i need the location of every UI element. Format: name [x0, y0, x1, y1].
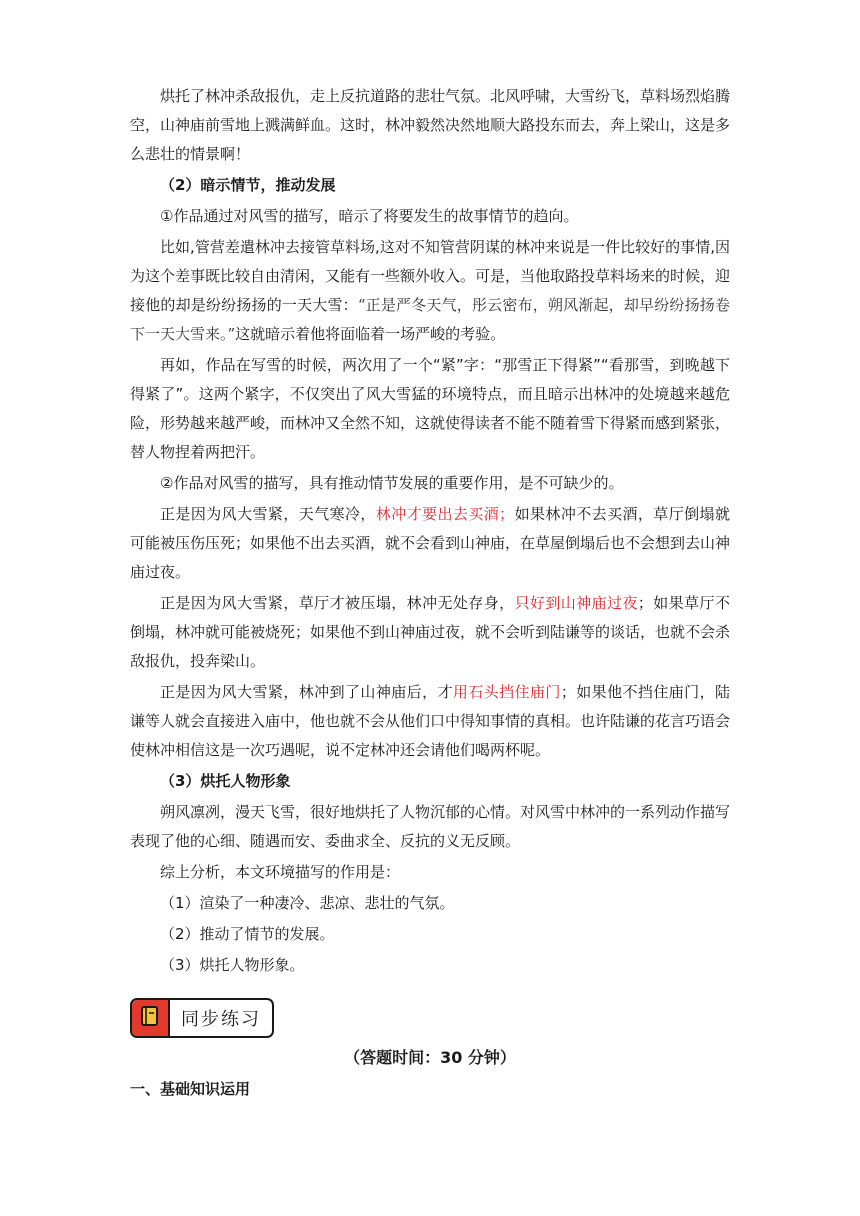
paragraph-2: ①作品通过对风雪的描写，暗示了将要发生的故事情节的趋向。	[160, 207, 579, 225]
paragraph-9: 朔风凛冽，漫天飞雪，很好地烘托了人物沉郁的心情。对风雪中林冲的一系列动作描写表现了他的心细、随遇而安、委曲求全、反抗的义无反顾。	[130, 803, 731, 850]
paragraph-8-text-b: ；如果他不挡住庙门，陆谦等人就会直接进入庙中，他也就不会从他们口中得知事情的真相。也许陆谦的花言巧语会使林冲相信这是一次巧遇呢，说不定林冲还会请他们喝两杯呢。	[130, 683, 731, 759]
practice-badge	[130, 998, 274, 1038]
paragraph-7	[130, 589, 730, 676]
paragraph-3	[130, 233, 730, 349]
badge-label: 同步练习	[181, 1009, 261, 1030]
paragraph-3-quote: “正是严冬天气，彤云密布，朔风渐起，却早纷纷扬扬卷下一天大雪来。”	[130, 296, 730, 343]
paragraph-6-highlight: 林冲才要出去买酒；	[375, 505, 515, 523]
paragraph-4: 再如，作品在写雪的时候，两次用了一个“紧”字：“那雪正下得紧”“看那雪，到晚越下得紧了”。这两个紧字，不仅突出了风大雪猛的环境特点，而且暗示出林冲的处境越来越危险，形势越来越严峻，而林冲又全然不知，这就使得读者不能不随着雪下得紧而感到紧张，替人物捏着两把汗。	[130, 356, 731, 461]
heading-3: （3）烘托人物形象	[160, 772, 291, 790]
summary-1: （1）渲染了一种凄冷、悲凉、悲壮的气氛。	[160, 894, 455, 912]
paragraph-3-text-a: 比如,管营差遣林冲去接管草料场,这对不知管营阴谋的林冲来说是一件比较好的事情,因为这个差事既比较自由清闲，又能有一些额外收入。可是，当他取路投草料场来的时候，迎接他的却是纷纷扬扬的一天大雪：	[130, 238, 731, 314]
paragraph-8	[130, 678, 730, 765]
paragraph-7-text-b: ；如果草厅不倒塌，林冲就可能被烧死；如果他不到山神庙过夜，就不会听到陆谦等的谈话，也就不会杀敌报仇，投奔梁山。	[130, 594, 731, 670]
book-icon	[139, 1004, 161, 1032]
paragraph-6-text-b: 如果林冲不去买酒，草厅倒塌就可能被压伤压死；如果他不出去买酒，就不会看到山神庙，在草屋倒塌后也不会想到去山神庙过夜。	[130, 505, 731, 581]
section-title: 一、基础知识运用	[130, 1080, 251, 1098]
badge-icon-box	[132, 1000, 170, 1036]
paragraph-10: 综上分析，本文环境描写的作用是：	[160, 863, 401, 881]
paragraph-5: ②作品对风雪的描写，具有推动情节发展的重要作用，是不可缺少的。	[160, 474, 624, 492]
paragraph-3-text-b: 这就暗示着他将面临着一场严峻的考验。	[235, 325, 506, 343]
summary-3: （3）烘托人物形象。	[160, 956, 305, 974]
paragraph-8-text-a: 正是因为风大雪紧，林冲到了山神庙后，才	[160, 683, 453, 701]
article-body	[130, 82, 730, 982]
paragraph-6	[130, 500, 730, 587]
paragraph-7-text-a: 正是因为风大雪紧，草厅才被压塌，林冲无处存身，	[160, 594, 515, 612]
paragraph-6-text-a: 正是因为风大雪紧，天气寒冷，	[160, 505, 376, 523]
summary-2: （2）推动了情节的发展。	[160, 925, 335, 943]
heading-2: （2）暗示情节，推动发展	[160, 176, 336, 194]
paragraph-7-highlight: 只好到山神庙过夜	[514, 594, 638, 612]
paragraph-8-highlight: 用石头挡住庙门	[452, 683, 561, 701]
answer-time-note: （答题时间：30 分钟）	[344, 1048, 516, 1067]
paragraph-1: 烘托了林冲杀敌报仇，走上反抗道路的悲壮气氛。北风呼啸，大雪纷飞，草料场烈焰腾空，山神庙前雪地上溅满鲜血。这时，林冲毅然决然地顺大路投东而去，奔上梁山，这是多么悲壮的情景啊！	[130, 87, 731, 163]
